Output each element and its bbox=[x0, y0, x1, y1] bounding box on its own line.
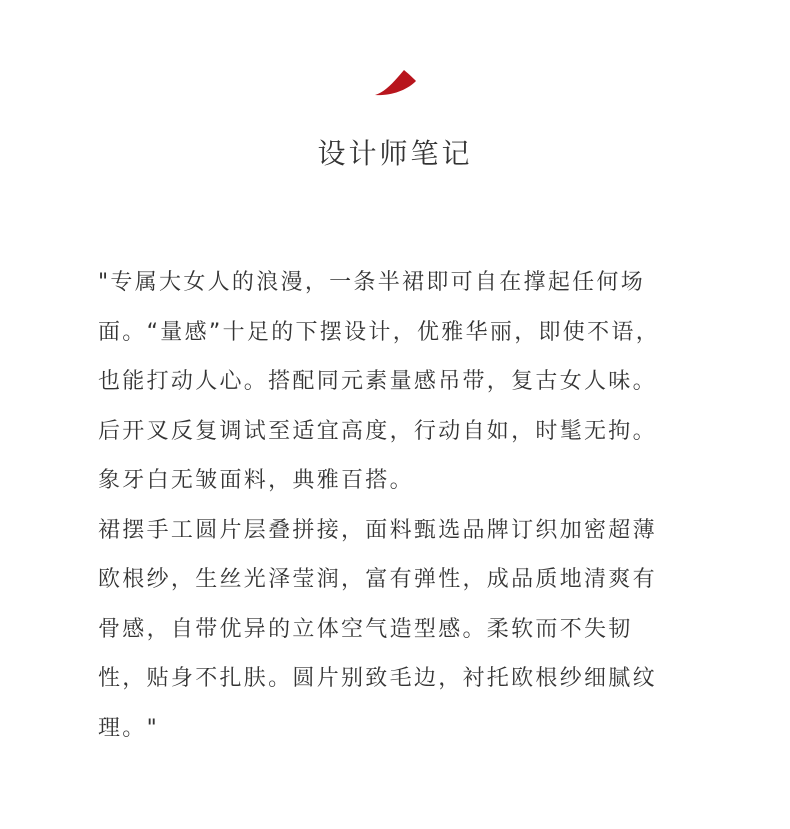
note-line: 欧根纱，生丝光泽莹润，富有弹性，成品质地清爽有 bbox=[98, 567, 657, 592]
note-line: 裙摆手工圆片层叠拼接，面料甄选品牌订织加密超薄 bbox=[98, 517, 657, 543]
designer-note-text bbox=[98, 258, 718, 753]
note-line: 理。" bbox=[98, 715, 160, 741]
red-swoosh-shape bbox=[375, 70, 416, 95]
note-line: 性，贴身不扎肤。圆片别致毛边，衬托欧根纱细腻纹 bbox=[98, 666, 657, 691]
note-line: 面。“量感”十足的下摆设计，优雅华丽，即使不语， bbox=[98, 319, 660, 345]
red-swoosh-icon bbox=[373, 68, 419, 98]
note-line: 后开叉反复调试至适宜高度，行动自如，时髦无拘。 bbox=[98, 418, 657, 444]
note-line: 骨感，自带优异的立体空气造型感。柔软而不失韧 bbox=[98, 616, 633, 642]
note-line: "专属大女人的浪漫，一条半裙即可自在撑起任何场 bbox=[98, 270, 646, 295]
page-title: 设计师笔记 bbox=[317, 137, 473, 170]
note-line: 象牙白无皱面料，典雅百搭。 bbox=[98, 468, 414, 493]
note-line: 也能打动人心。搭配同元素量感吊带，复古女人味。 bbox=[98, 369, 657, 394]
